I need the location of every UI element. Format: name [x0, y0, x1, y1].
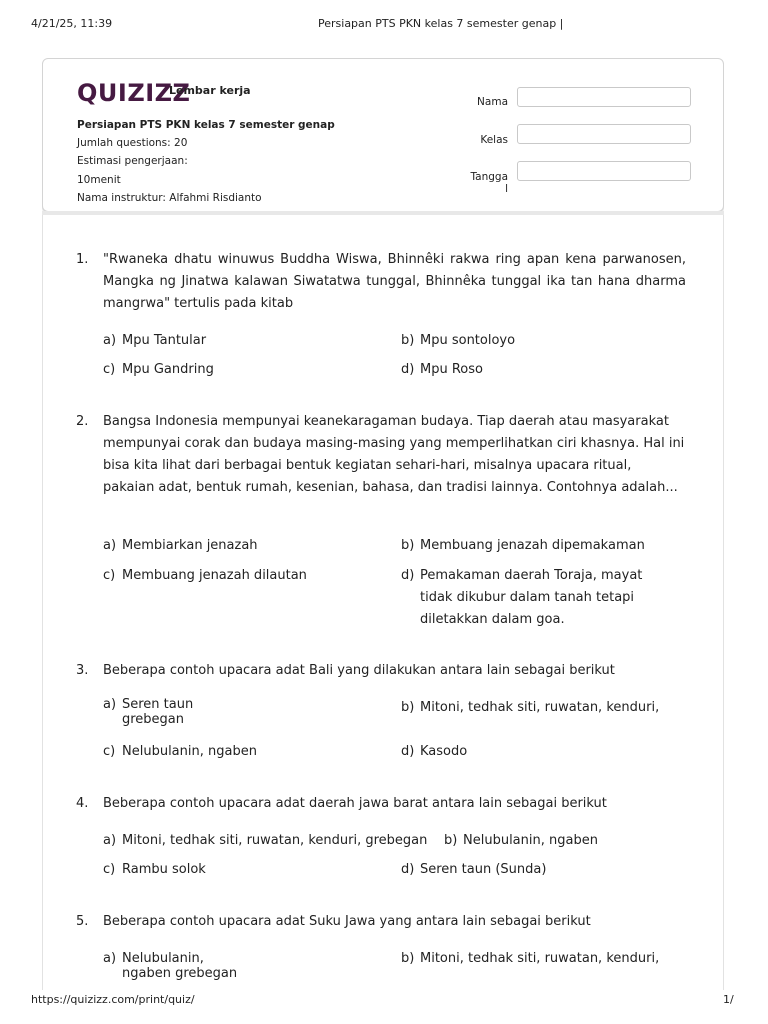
option-1a[interactable]: a) Mpu Tantular — [103, 333, 207, 348]
class-label: Kelas — [480, 134, 508, 146]
option-2c[interactable]: c) Membuang jenazah dilautan — [103, 568, 307, 583]
print-footer — [0, 988, 768, 1024]
print-url: https://quizizz.com/print/quiz/ — [31, 993, 195, 1006]
option-4d[interactable]: d) Seren taun (Sunda) — [401, 862, 547, 877]
question-text: "Rwaneka dhatu winuwus Buddha Wiswa, Bhinnêki rakwa ring apan kena parwanosen, Mangka ng Jinatwa kalawan Siwatatwa tunggal, Bhinnêka tunggal ika tan hana dharma mangrwa" tertulis pada kitab — [103, 252, 686, 311]
option-2a[interactable]: a) Membiarkan jenazah — [103, 538, 258, 553]
worksheet-header-card — [42, 58, 724, 212]
question-5 — [76, 911, 686, 933]
option-1d[interactable]: d) Mpu Roso — [401, 362, 483, 377]
option-4c[interactable]: c) Rambu solok — [103, 862, 206, 877]
name-label: Nama — [477, 96, 508, 108]
option-3a[interactable]: a) Seren taun grebegan — [103, 697, 194, 727]
instructor-name: Nama instruktur: Alfahmi Risdianto — [77, 192, 262, 204]
date-field[interactable] — [517, 161, 691, 181]
question-1 — [76, 249, 686, 315]
option-3b[interactable]: b) Mitoni, tedhak siti, ruwatan, kenduri, — [401, 700, 660, 715]
date-label: Tangga l — [470, 171, 508, 195]
question-2 — [76, 411, 686, 499]
option-1c[interactable]: c) Mpu Gandring — [103, 362, 214, 377]
question-number: 3. — [76, 663, 89, 678]
page-border-right — [723, 215, 724, 990]
question-3 — [76, 660, 686, 682]
option-2b[interactable]: b) Membuang jenazah dipemakaman — [401, 538, 645, 553]
option-1b[interactable]: b) Mpu sontoloyo — [401, 333, 516, 348]
estimate-label: Estimasi pengerjaan: — [77, 155, 188, 167]
print-date: 4/21/25, 11:39 — [31, 17, 113, 30]
question-text: Bangsa Indonesia mempunyai keanekaragaman budaya. Tiap daerah atau masyarakat mempunyai corak dan budaya masing-masing yang memperlihatkan ciri khasnya. Hal ini bisa kita lihat dari berbagai bentuk kegiatan sehari-hari, misalnya upacara ritual, pakaian adat, bentuk rumah, kesenian, bahasa, dan tradisi lainnya. Contohnya adalah... — [103, 414, 685, 495]
question-number: 1. — [76, 252, 89, 267]
option-3d[interactable]: d) Kasodo — [401, 744, 468, 759]
card-divider — [42, 211, 724, 215]
estimate-value: 10menit — [77, 174, 121, 186]
page-border-left — [42, 215, 43, 990]
question-text: Beberapa contoh upacara adat Suku Jawa yang antara lain sebagai berikut — [103, 914, 591, 929]
quiz-title: Persiapan PTS PKN kelas 7 semester genap — [77, 119, 335, 131]
print-header — [0, 0, 768, 40]
question-number: 4. — [76, 796, 89, 811]
print-title: Persiapan PTS PKN kelas 7 semester genap | — [318, 17, 564, 30]
question-number: 5. — [76, 914, 89, 929]
option-4a[interactable]: a) Mitoni, tedhak siti, ruwatan, kenduri, grebegan — [103, 833, 428, 848]
question-text: Beberapa contoh upacara adat daerah jawa barat antara lain sebagai berikut — [103, 796, 607, 811]
question-4 — [76, 793, 686, 815]
option-4b[interactable]: b) Nelubulanin, ngaben — [444, 833, 598, 848]
class-field[interactable] — [517, 124, 691, 144]
logo-text: QUIZIZZ — [77, 79, 191, 107]
option-3c[interactable]: c) Nelubulanin, ngaben — [103, 744, 257, 759]
question-text: Beberapa contoh upacara adat Bali yang dilakukan antara lain sebagai berikut — [103, 663, 615, 678]
worksheet-label: Lembar kerja — [169, 84, 251, 97]
option-2d[interactable]: d) Pemakaman daerah Toraja, mayat tidak dikubur dalam tanah tetapi diletakkan dalam goa. — [401, 568, 643, 627]
option-5a[interactable]: a) Nelubulanin, ngaben grebegan — [103, 951, 238, 981]
print-page-number: 1/ — [723, 993, 734, 1006]
question-number: 2. — [76, 414, 89, 429]
name-field[interactable] — [517, 87, 691, 107]
option-5b[interactable]: b) Mitoni, tedhak siti, ruwatan, kenduri, — [401, 951, 660, 966]
questions-count: Jumlah questions: 20 — [77, 137, 188, 149]
